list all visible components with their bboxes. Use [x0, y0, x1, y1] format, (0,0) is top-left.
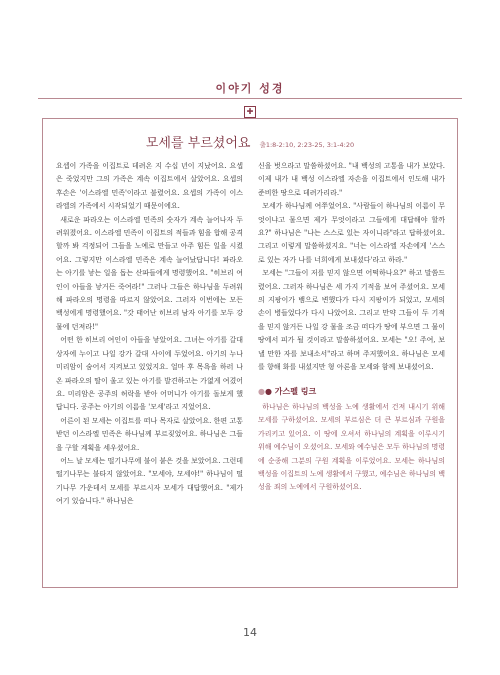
paragraph: 신을 벗으라고 말씀하셨어요. "내 백성의 고통을 내가 보았다. 이제 내가 내 백성 이스라엘 자손을 이집트에서 인도해 내가 준비한 땅으로 데려가리라.": [258, 162, 445, 197]
article-title-row: [42, 132, 458, 151]
paragraph: 어느 날 모세는 떨기나무에 불이 붙은 것을 보았어요. 그런데 떨기나무는 불타지 않았어요. "모세야, 모세야!" 하나님이 떨기나무 가운데서 모세를 부르시자 모세가 대답했어요. "제가 여기 있습니다." 하나님은: [56, 456, 243, 506]
scripture-reference: 출1:8-2:10, 2:23-25, 3:1-4:20: [259, 141, 355, 149]
header-divider: [38, 98, 462, 99]
right-column: [258, 160, 445, 495]
paragraph: 어떤 한 히브리 여인이 아들을 낳았어요. 그녀는 아기를 갈대 상자에 누이고 나일 강가 갈대 사이에 두었어요. 아기의 누나 미리암이 숨어서 지켜보고 있었지요. 얼마 후 목욕을 하러 나온 파라오의 딸이 울고 있는 아기를 발견하고는 가엾게 여겼어요. 미리암은 공주의 허락을 받아 어머니가 아기를 돌보게 했답니다. 공주는 아기의 이름을 '모세'라고 지었어요.: [56, 336, 243, 412]
paragraph: 모세는 "그들이 저를 믿지 않으면 어떡하나요?" 하고 말씀드렸어요. 그러자 하나님은 세 가지 기적을 보여 주셨어요. 모세의 지팡이가 뱀으로 변했다가 다시 지팡이가 되었고, 모세의 손이 병들었다가 다시 나았어요. 그리고 만약 그들이 두 기적을 믿지 않거든 나일 강 물을 조금 떠다가 땅에 부으면 그 물이 땅에서 피가 될 것이라고 말씀하셨어요. 모세는 "오! 주여, 보낼 만한 자를 보내소서"라고 하며 주저했어요. 하나님은 모세를 향해 화를 내셨지만 형 아론을 모세와 함께 보내셨어요.: [258, 269, 445, 372]
left-column: [56, 160, 243, 509]
page-number: 14: [243, 626, 257, 639]
paragraph: 새로운 파라오는 이스라엘 민족의 숫자가 계속 늘어나자 두려워졌어요. 이스라엘 민족이 이집트의 적들과 힘을 합해 공격할까 봐 걱정되어 그들을 노예로 만들고 아주 힘든 일을 시켰어요. 그렇지만 이스라엘 민족은 계속 늘어났답니다! 파라오는 아기를 낳는 일을 돕는 산파들에게 명령했어요. "히브리 여인이 아들을 낳거든 죽여라!" 그러나 그들은 하나님을 두려워해 파라오의 명령을 따르지 않았어요. 그러자 이번에는 모든 백성에게 명령했어요. "갓 태어난 히브리 남자 아기를 모두 강물에 던져라!": [56, 215, 243, 331]
gospel-link-heading: [258, 385, 445, 398]
bullet-icon: ●: [258, 386, 265, 396]
gospel-link-text: 하나님은 하나님의 백성을 노예 생활에서 건져 내시기 위해 모세를 구하셨어요. 모세의 부르심은 더 큰 부르심과 구원을 가리키고 있어요. 이 땅에 오셔서 하나님의 계획을 이루시기 위해 예수님이 오셨어요. 모세와 예수님은 모두 하나님의 명령에 순종해 그분의 구원 계획을 이루었어요. 모세는 하나님의 백성을 이집트의 노예 생활에서 구했고, 예수님은 하나님의 백성을 죄의 노예에서 구원하셨어요.: [258, 402, 445, 492]
book-icon: ✚: [244, 106, 256, 118]
paragraph: 모세가 하나님께 여쭈었어요. "사람들이 하나님의 이름이 무엇이냐고 물으면 제가 무엇이라고 그들에게 대답해야 할까요?" 하나님은 "나는 스스로 있는 자이니라"라고 답하셨어요. 그리고 이렇게 말씀하셨지요. "너는 이스라엘 자손에게 '스스로 있는 자가 나를 너희에게 보내셨다'라고 하라.": [258, 202, 445, 264]
paragraph: 요셉이 가족을 이집트로 데려온 지 수십 년이 지났어요. 요셉은 죽었지만 그의 가족은 계속 이집트에서 살았어요. 요셉의 후손은 '이스라엘 민족'이라고 불렸어요. 요셉의 가족이 이스라엘의 가족에서 시작되었기 때문이에요.: [56, 162, 243, 211]
paragraph: 어른이 된 모세는 이집트를 떠나 목자로 살았어요. 한편 고통받던 이스라엘 민족은 하나님께 부르짖었어요. 하나님은 그들을 구할 계획을 세우셨어요.: [56, 416, 243, 452]
gospel-link-title: 가스펠 링크: [274, 386, 317, 396]
bullet-icon: ●: [264, 386, 272, 396]
section-label: 이야기 성경: [215, 82, 285, 95]
article-title: 모세를 부르셨어요: [145, 136, 251, 151]
